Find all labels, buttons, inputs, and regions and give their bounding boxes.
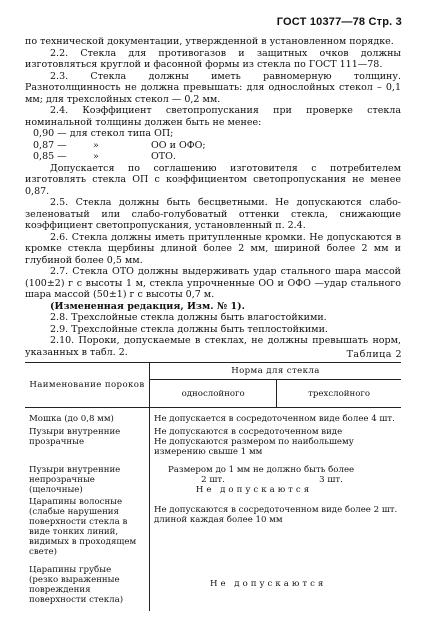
paragraph-2-6: 2.6. Стекла должны иметь притупленные кромки. Не допускаются в кромке стекла щербины длиной более 2 мм, шириной более 2 мм и глубиной более 0,5 мм. [25, 231, 401, 266]
defect-name: Мошка (до 0,8 мм) [25, 408, 150, 425]
transmission-oo-type: ОО и ОФО; [151, 139, 206, 151]
defect-norm [150, 457, 402, 495]
paragraph-continuation: по технической документации, утвержденной в установленном порядке. [25, 36, 394, 47]
paragraph-2-5: 2.5. Стекла должны быть бесцветными. Не допускаются слабо-зеленоватый или слабо-голубоватый оттенки стекла, снижающие коэффициент светопропускания, установленный п. 2.4. [25, 197, 401, 231]
column-header-triple-layer: трехслойного [277, 380, 401, 408]
defect-norm-line: Не допускаются размером по наибольшему измерению свыше 1 мм [154, 437, 354, 457]
defect-norm-line: Не допускаются [195, 485, 313, 495]
transmission-oto-value: 0,85 — [33, 151, 67, 162]
table-row [25, 495, 401, 557]
ditto-mark: » [93, 151, 99, 162]
transmission-oo-value: 0,87 — [33, 139, 67, 151]
table-row [25, 408, 401, 425]
paragraph-2-10: 2.10. Пороки, допускаемые в стеклах, не должны превышать норм, указанных в табл. 2. [25, 335, 401, 358]
paragraph-2-4: 2.4. Коэффициент светопропускания при проверке стекла номинальной толщины должен быть не менее: [25, 105, 401, 128]
amendment-note: (Измененная редакция, Изм. № 1). [50, 300, 245, 312]
table-row [25, 557, 401, 611]
transmission-row-oto [25, 151, 401, 163]
defect-norm-line: Не допускаются в сосредоточенном виде [154, 427, 343, 437]
defect-name: Царапины грубые (резко выраженные повреждения поверхности стекла) [25, 557, 150, 611]
defect-norm [150, 424, 402, 457]
body-text [25, 36, 401, 358]
defect-name: Царапины волосные (слабые нарушения поверхности стекла в виде тонких линий, видимых в проходящем свете) [25, 495, 150, 557]
paragraph-2-9: 2.9. Трехслойные стекла должны быть теплостойкими. [50, 323, 328, 335]
column-header-norm: Норма для стекла [150, 363, 402, 380]
table-row [25, 424, 401, 457]
table-caption: Таблица 2 [346, 349, 402, 360]
count-triple-layer: 3 шт. [319, 475, 343, 485]
defect-norm-counts [154, 475, 399, 485]
paragraph-2-7: 2.7. Стекла ОТО должны выдерживать удар стального шара массой (100±2) г с высоты 1 м, стекла упрочненные ОО и ОФО —удар стального шара массой (50±1) г с высоты 0,7 м. [25, 266, 401, 300]
defect-norm: Не допускаются в сосредоточенном виде более 2 шт. длиной каждая более 10 мм [154, 505, 398, 525]
transmission-op-text: 0,90 — для стекол типа ОП; [33, 128, 174, 139]
page-header: ГОСТ 10377—78 Стр. 3 [276, 16, 402, 28]
paragraph-2-3: 2.3. Стекла должны иметь равномерную толщину. Разнотолщинность не должна превышать: для однослойных стекол – 0,1 мм; для трехслойных стекол — 0,2 мм. [25, 70, 401, 105]
ditto-mark: » [93, 139, 99, 151]
paragraph-2-4-note: Допускается по соглашению изготовителя с потребителем изготовлять стекла ОП с коэффициентом светопропускания не менее 0,87. [25, 162, 401, 197]
defect-norm: Не допускаются [210, 579, 327, 589]
table-row [25, 457, 401, 495]
paragraph-2-2: 2.2. Стекла для противогазов и защитных очков должны изготовляться круглой и фасонной формы из стекла по ГОСТ 111—78. [25, 47, 401, 70]
defect-norm: Не допускается в сосредоточенном виде более 4 шт. [154, 414, 395, 424]
paragraph-2-8: 2.8. Трехслойные стекла должны быть влагостойкими. [50, 312, 327, 323]
transmission-row-op [25, 128, 401, 140]
column-header-single-layer: однослойного [150, 380, 277, 408]
defect-name: Пузыри внутренние прозрачные [25, 424, 150, 457]
count-single-layer: 2 шт. [201, 475, 225, 485]
defect-name: Пузыри внутренние непрозрачные (щелочные) [25, 457, 150, 495]
defect-norm-line: Размером до 1 мм не должно быть более [168, 465, 355, 475]
transmission-row-oo [25, 140, 401, 152]
transmission-oto-type: ОТО. [151, 151, 176, 162]
column-header-defect-name: Наименование пороков [25, 363, 150, 408]
defects-table [25, 362, 401, 611]
